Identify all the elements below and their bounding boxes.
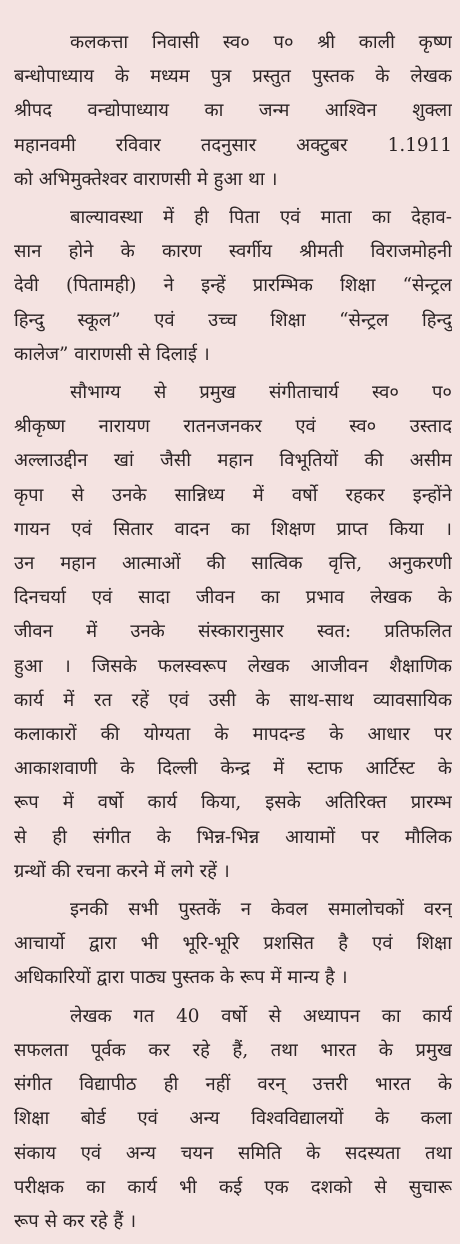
text-line: आकाशवाणी के दिल्ली केन्द्र में स्टाफ आर्टिस्ट के bbox=[14, 758, 452, 780]
paragraph-books bbox=[14, 893, 452, 996]
text-line: कृपा से उनके सान्निध्य में वर्षो रहकर इन्होंने bbox=[14, 484, 452, 506]
text-line: से ही संगीत के भिन्न-भिन्न आयामों पर मौलिक bbox=[14, 826, 452, 848]
text-line: श्रीकृष्ण नारायण रातनजनकर एवं स्व० उस्ताद bbox=[14, 416, 452, 438]
text-line: बाल्यावस्था में ही पिता एवं माता का देहाव- bbox=[70, 207, 452, 229]
text-line: रूप में वर्षो कार्य किया, इसके अतिरिक्त प्रारम्भ bbox=[14, 792, 452, 814]
text-line: संगीत विद्यापीठ ही नहीं वरन् उत्तरी भारत के bbox=[14, 1074, 452, 1096]
text-line: महानवमी रविवार तदनुसार अक्टुबर 1.1911 bbox=[14, 134, 452, 156]
text-line: दिनचर्या एवं सादा जीवन का प्रभाव लेखक के bbox=[14, 587, 452, 609]
text-line: कार्य में रत रहें एवं उसी के साथ-साथ व्यावसायिक bbox=[14, 689, 452, 711]
paragraph-career bbox=[14, 376, 452, 889]
text-line: इनकी सभी पुस्तकें न केवल समालोचकों वरन् bbox=[70, 899, 452, 921]
text-line: कलकत्ता निवासी स्व० प० श्री काली कृष्ण bbox=[70, 32, 452, 53]
text-line: परीक्षक का कार्य भी कई एक दशको से सुचारू bbox=[14, 1176, 452, 1198]
text-line: गायन एवं सितार वादन का शिक्षण प्राप्त किया । bbox=[14, 518, 452, 540]
text-line: श्रीपद वन्द्योपाध्याय का जन्म आश्विन शुक्ला bbox=[14, 100, 452, 122]
text-line: शिक्षा बोर्ड एवं अन्य विश्वविद्यालयों के कला bbox=[14, 1108, 452, 1130]
text-line: उन महान आत्माओं की सात्विक वृत्ति, अनुकरणी bbox=[14, 553, 452, 575]
text-line: हिन्दु स्कूल” एवं उच्च शिक्षा “सेन्ट्रल हिन्दु bbox=[14, 309, 452, 331]
text-line: संकाय एवं अन्य चयन समिति के सदस्यता तथा bbox=[14, 1142, 452, 1164]
text-line: कालेज” वाराणसी से दिलाई । bbox=[14, 343, 210, 365]
text-line: सफलता पूर्वक कर रहे हैं, तथा भारत के प्रमुख bbox=[14, 1039, 452, 1061]
text-line: लेखक गत 40 वर्षो से अध्यापन का कार्य bbox=[70, 1005, 452, 1027]
text-line: देवी (पितामही) ने इन्हें प्रारम्भिक शिक्षा “सेन्ट्रल bbox=[14, 275, 452, 297]
text-line: आचार्यो द्वारा भी भूरि-भूरि प्रशसित है एवं शिक्षा bbox=[14, 933, 452, 955]
text-line: ग्रन्थों की रचना करने में लगे रहें । bbox=[14, 860, 230, 882]
text-line: सौभाग्य से प्रमुख संगीताचार्य स्व० प० bbox=[70, 382, 452, 404]
text-line: को अभिमुक्तेश्वर वाराणसी मे हुआ था । bbox=[14, 168, 278, 190]
paragraph-birth bbox=[14, 26, 452, 197]
paragraph-education bbox=[14, 201, 452, 372]
text-line: सान होने के कारण स्वर्गीय श्रीमती विराजमोहनी bbox=[14, 241, 452, 263]
text-line: जीवन में उनके संस्कारानुसार स्वत: प्रतिफलित bbox=[14, 621, 452, 643]
text-line: अधिकारियों द्वारा पाठ्य पुस्तक के रूप में मान्य है । bbox=[14, 967, 348, 989]
text-line: कलाकारों की योग्यता के मापदन्ड के आधार पर bbox=[14, 724, 452, 746]
paragraph-teaching bbox=[14, 1000, 452, 1239]
text-line: बन्धोपाध्याय के मध्यम पुत्र प्रस्तुत पुस्तक के लेखक bbox=[14, 66, 452, 88]
text-line: अल्लाउद्दीन खां जैसी महान विभूतियों की असीम bbox=[14, 450, 452, 472]
text-line: रूप से कर रहे हैं । bbox=[14, 1210, 137, 1232]
text-line: हुआ । जिसके फलस्वरूप लेखक आजीवन शैक्षाणिक bbox=[14, 655, 452, 677]
